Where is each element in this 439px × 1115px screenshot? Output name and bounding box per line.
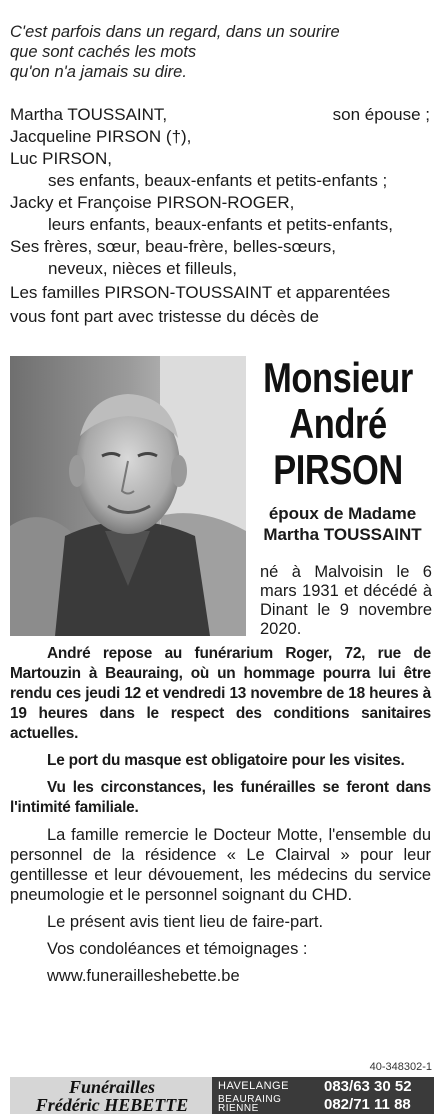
website-link[interactable]: www.funerailleshebette.be [47,967,240,985]
deceased-first-name: André [289,400,387,447]
brand-line: Frédéric HEBETTE [35,1095,189,1115]
family-line: Ses frères, sœur, beau-frère, belles-sœurs, [10,237,336,256]
location-havelange: HAVELANGE [218,1080,289,1092]
family-line: ses enfants, beaux-enfants et petits-enfants ; [48,171,388,190]
quote-line: C'est parfois dans un regard, dans un sourire [10,23,340,41]
family-line: neveux, nièces et filleuls, [48,259,237,278]
spouse-info [250,503,435,545]
footer-contacts [212,1077,434,1114]
deceased-name [258,355,419,493]
family-list [10,104,430,328]
family-line: leurs enfants, beaux-enfants et petits-enfants, [48,215,393,234]
funeral-home-brand [14,1078,210,1114]
phone-havelange[interactable]: 083/63 30 52 [324,1078,412,1095]
funeral-home-paragraph: André repose au funérarium Roger, 72, rue de Martouzin à Beauraing, où un hommage pourra lui être rendu ces jeudi 12 et vendredi 13 novembre de 18 heures à 19 heures dans le respect des conditions sanitaires actuelles. [10,645,431,742]
portrait-image [10,356,246,636]
location-rienne: RIENNE [218,1103,259,1114]
phone-beauraing[interactable]: 082/71 11 88 [324,1096,411,1113]
family-line: Jacky et Françoise PIRSON-ROGER, [10,193,295,212]
mask-paragraph: Le port du masque est obligatoire pour les visites. [47,752,405,769]
family-line: Luc PIRSON, [10,149,113,168]
brand-line: Funérailles [68,1077,156,1097]
family-line: vous font part avec tristesse du décès de [10,307,320,326]
spouse-line: Martha TOUSSAINT [263,525,422,544]
thanks-paragraph: La famille remercie le Docteur Motte, l'ensemble du personnel de la résidence « Le Clairval » pour leur gentillesse et leur dévouement, les médecins du service pneumologie et le personnel soignant du CHD. [10,826,431,904]
quote-line: que sont cachés les mots [10,43,197,61]
quote-line: qu'on n'a jamais su dire. [10,63,187,81]
family-line: Jacqueline PIRSON (†), [10,127,192,146]
deceased-last-name: PIRSON [273,446,403,493]
deceased-title: Monsieur [263,354,413,401]
notice-paragraph: Le présent avis tient lieu de faire-part. [47,913,324,931]
location-beauraing: BEAURAING [218,1094,282,1105]
family-line: Les familles PIRSON-TOUSSAINT et apparentées [10,283,391,302]
reference-number: 40-348302-1 [369,1061,432,1073]
family-member: Martha TOUSSAINT, [10,105,168,124]
birth-death-dates: né à Malvoisin le 6 mars 1931 et décédé à Dinant le 9 novembre 2020. [260,563,432,638]
family-relation: son épouse ; [332,105,430,124]
circumstances-paragraph: Vu les circonstances, les funérailles se feront dans l'intimité familiale. [10,779,431,816]
epigraph-quote [10,22,430,82]
spouse-line: époux de Madame [268,504,417,523]
condolences-paragraph: Vos condoléances et témoignages : [47,940,308,958]
notice-body [10,644,431,993]
family-line [10,104,430,126]
deceased-portrait [10,356,246,636]
